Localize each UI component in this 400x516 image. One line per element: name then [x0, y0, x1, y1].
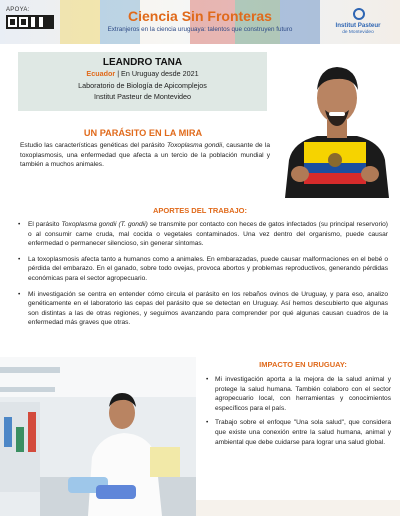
list-item — [205, 418, 391, 447]
parasite-text-start: Estudio las características genéticas del parásito — [20, 142, 167, 149]
bullet-text: Mi investigación aporta a la mejora de la salud animal y protege la salud humana. También colaboro con el sector agropecuario local, con herramientas y conocimientos específicos para el país. — [215, 376, 391, 412]
origin-line — [18, 69, 267, 78]
list-item — [205, 375, 391, 413]
bullet-icon: • — [18, 255, 21, 263]
list-item — [16, 220, 388, 249]
list-item — [16, 290, 388, 328]
section-parasite-title: UN PARÁSITO EN LA MIRA — [83, 128, 203, 138]
bullet-text-start: El parásito — [28, 221, 62, 228]
bullet-species: Toxoplasma gondii (T. gondii) — [61, 221, 148, 228]
profile-box — [18, 52, 267, 111]
pasteur-emblem-icon — [353, 8, 365, 20]
section-contributions-title: APORTES DEL TRABAJO: — [152, 206, 248, 215]
country: Ecuador — [86, 69, 116, 78]
section-impact-title: IMPACTO EN URUGUAY: — [259, 360, 347, 369]
lab-photo — [0, 357, 196, 516]
researcher-name: LEANDRO TANA — [102, 57, 183, 68]
researcher-portrait — [273, 50, 400, 198]
parasite-text-end: , causante de la toxoplasmosis, una enfermedad que afecta a un tercio de la población mundial y también a muchos animales. — [20, 142, 270, 169]
lab-name: Laboratorio de Biología de Apicomplejos — [78, 81, 207, 90]
title-part-1: Ciencia — [128, 8, 178, 24]
impact-list — [205, 375, 391, 452]
parasite-species: Toxoplasma gondii — [166, 142, 223, 149]
bullet-text: La toxoplasmosis afecta tanto a humanos como a animales. En embarazadas, puede causar malformaciones en el bebé o pérdida del embarazo. En el ganado, sobre todo ovejas, provoca abortos y problemas reproductivos, generando pérdidas económicas para el sector agropecuario. — [28, 255, 388, 282]
header-banner — [0, 0, 400, 44]
residence: | En Uruguay desde 2021 — [117, 69, 199, 78]
bullet-text-end: se transmite por contacto con heces de gatos infectados (su principal reservorio) o al consumir carne cruda, mal cocida o vegetales contaminados. Una vez dentro del organismo, puede causar enfermedad o permanecer silencioso, sin generar síntomas. — [28, 221, 388, 248]
bullet-text: Trabajo sobre el enfoque "Una sola salud", que considera que existe una conexión entre la salud humana, animal y ambiental que debe cuidarse para lograr una salud global. — [215, 419, 391, 446]
bullet-icon: • — [206, 376, 209, 383]
list-item — [16, 255, 388, 284]
institute-name: Institut Pasteur de Montevideo — [93, 92, 192, 101]
page-subtitle: Extranjeros en la ciencia uruguaya: talentos que construyen futuro — [107, 26, 293, 33]
bullet-icon: • — [18, 290, 21, 298]
bullet-icon: • — [206, 419, 209, 427]
institut-pasteur-logo — [323, 8, 393, 38]
section-parasite-text — [20, 141, 270, 170]
footer-shade — [196, 500, 400, 516]
institute-logo-sub: de Montevideo — [342, 30, 374, 35]
title-part-2: Sin Fronteras — [181, 8, 272, 24]
sponsor-label: APOYA: — [6, 7, 30, 13]
institute-logo-name: Institut Pasteur — [335, 22, 381, 29]
bullet-icon: • — [18, 221, 21, 228]
bullet-text: Mi investigación se centra en entender cómo circula el parásito en los rebaños ovinos de Uruguay, y para eso, analizo genéticamente en el laboratorio las cepas del parásito que se detectan en Uruguay. Así hemos descubierto que algunas son distintas a las de otras regiones, y seguimos avanzando para comprender por qué algunas causan cuadros de la enfermedad más graves que otras. — [28, 290, 388, 327]
contributions-list — [16, 220, 388, 334]
